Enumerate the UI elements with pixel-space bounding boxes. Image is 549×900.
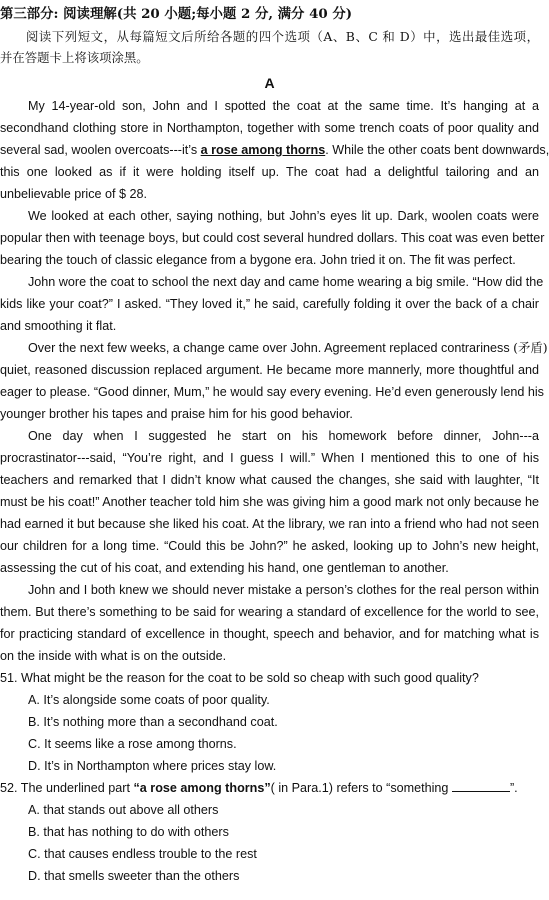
paragraph-5-line: procrastinator---said, “You’re right, and I guess I will.” When I mentioned this to one of his [0, 451, 539, 465]
paragraph-3-line: John wore the coat to school the next day and came home wearing a big smile. “How did the [28, 275, 544, 289]
answer-blank [452, 779, 510, 792]
paragraph-3-line: and smoothing it flat. [0, 319, 117, 333]
text-run: Over the next few weeks, a change came over John. Agreement replaced contrariness [28, 341, 514, 355]
paragraph-4-line: quiet, reasoned discussion replaced argument. He became more mannerly, more thoughtful and [0, 363, 539, 377]
paragraph-1-line [0, 139, 549, 161]
question-51-stem: 51. What might be the reason for the coat to be sold so cheap with such good quality? [0, 671, 479, 685]
paragraph-6-line: on the inside with what is on the outside. [0, 649, 227, 663]
answer-option: B. that has nothing to do with others [28, 825, 229, 839]
instructions-line: 并在答题卡上将该项涂黑。 [0, 50, 149, 65]
paragraph-5-line: teachers and remarked that I didn’t know what caused the changes, she said with laughter, “It [0, 473, 539, 487]
paragraph-2-line: popular then with teenage boys, but could cost several hundred dollars. This coat was even better [0, 231, 545, 245]
answer-option: A. It’s alongside some coats of poor quality. [28, 693, 270, 707]
paragraph-6-line: John and I both knew we should never mistake a person’s clothes for the real person within [28, 583, 539, 597]
paragraph-2-line: We looked at each other, saying nothing, but John’s eyes lit up. Dark, woolen coats were [28, 209, 539, 223]
paragraph-1-line: unbelievable price of $ 28. [0, 187, 148, 201]
text-run: . While the other coats bent downwards, [325, 143, 549, 157]
paragraph-1-line: secondhand clothing store in Northampton, together with some trench coats of poor quality and [0, 121, 539, 135]
paragraph-1-line: My 14-year-old son, John and I spotted the coat at the same time. It’s hanging at a [28, 99, 539, 113]
paragraph-4-line: eager to please. “Good dinner, Mum,” he would say every evening. He’d even generously lend his [0, 385, 544, 399]
section-title: 第三部分: 阅读理解(共 20 小题;每小题 2 分, 满分 40 分) [0, 6, 353, 22]
answer-option: A. that stands out above all others [28, 803, 219, 817]
paragraph-5-line: One day when I suggested he start on his homework before dinner, John---a [28, 429, 539, 443]
answer-option: B. It’s nothing more than a secondhand coat. [28, 715, 278, 729]
text-run: ”. [509, 781, 518, 795]
instructions-line: 阅读下列短文，从每篇短文后所给各题的四个选项（A、B、C 和 D）中，选出最佳选项， [26, 29, 539, 44]
chinese-gloss: (矛盾) [513, 340, 548, 355]
paragraph-2-line: bearing the touch of classic elegance from a bygone era. John tried it on. The fit was perfect. [0, 253, 516, 267]
quoted-phrase: “a rose among thorns” [133, 781, 271, 795]
answer-option: C. that causes endless trouble to the rest [28, 847, 257, 861]
answer-option: C. It seems like a rose among thorns. [28, 737, 237, 751]
paragraph-5-line: had earned it but because she liked his coat. At the library, we ran into a friend who had not seen [0, 517, 539, 531]
text-run: 52. The underlined part [0, 781, 134, 795]
underlined-phrase: a rose among thorns [200, 143, 326, 157]
answer-option: D. that smells sweeter than the others [28, 869, 240, 883]
passage-label: A [264, 75, 275, 91]
text-run: several sad, woolen overcoats---it’s [0, 143, 201, 157]
paragraph-5-line: must be his coat!” Another teacher told him she was giving him a good mark not only because he [0, 495, 540, 509]
paragraph-4-line: younger brother his tapes and praise him for his good behavior. [0, 407, 353, 421]
text-run: ( in Para.1) refers to “something [270, 781, 452, 795]
answer-option: D. It’s in Northampton where prices stay low. [28, 759, 277, 773]
paragraph-5-line: our children for a long time. “Could this be John?” he asked, looking up to John’s new height, [0, 539, 539, 553]
question-52-stem [0, 777, 539, 799]
paragraph-1-line: this one looked as if it were holding itself up. The coat had a delightful tailoring and an [0, 165, 539, 179]
paragraph-4-line [28, 337, 548, 359]
paragraph-6-line: them. But there’s something to be said for wearing a standard of excellence for the world to see, [0, 605, 539, 619]
paragraph-5-line: assessing the cut of his coat, and extending his hand, one gentleman to another. [0, 561, 449, 575]
paragraph-6-line: for practicing standard of excellence in thought, speech and behavior, and for matching what is [0, 627, 539, 641]
paragraph-3-line: kids like your coat?” I asked. “They loved it,” he said, carefully folding it over the back of a chair [0, 297, 539, 311]
